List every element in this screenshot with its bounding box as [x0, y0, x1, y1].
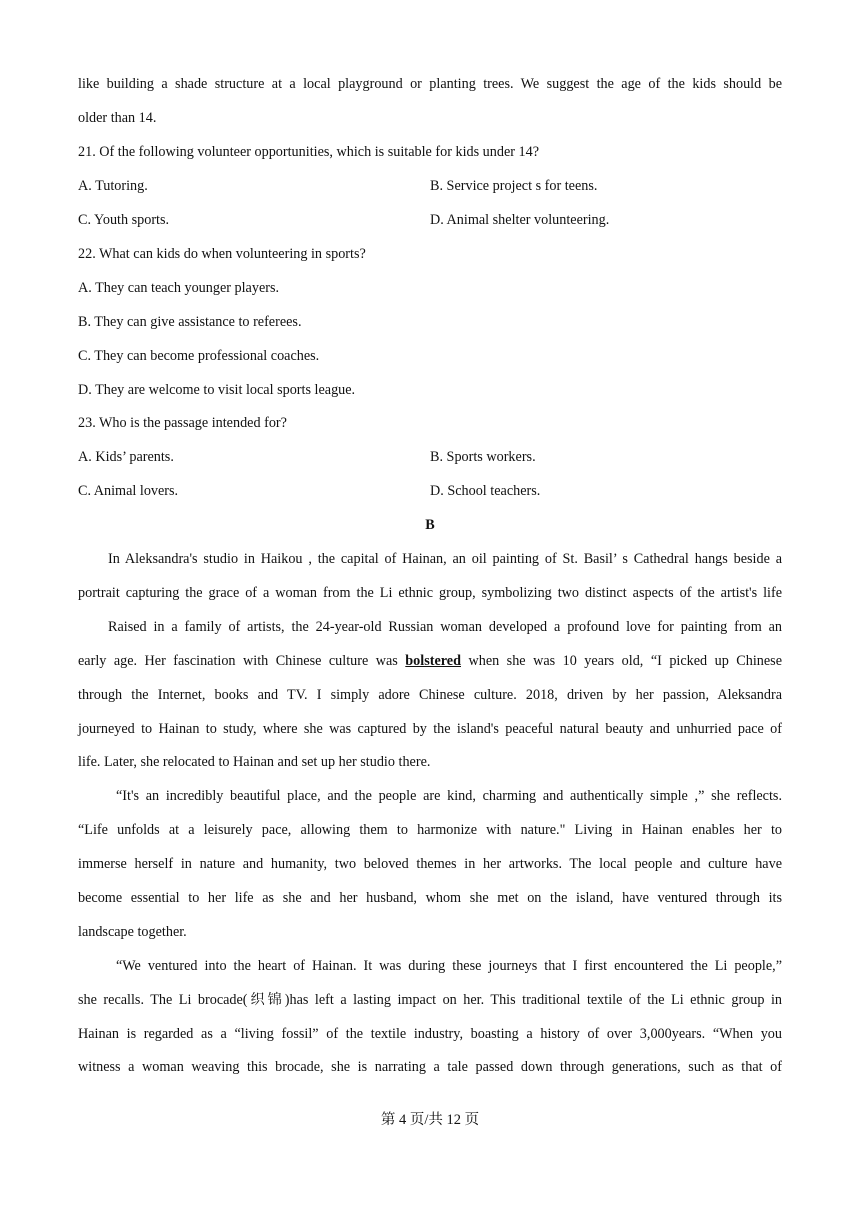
- question-21-stem: 21. Of the following volunteer opportunities, which is suitable for kids under 14?: [78, 144, 540, 160]
- question-22-stem: 22. What can kids do when volunteering in sports?: [78, 246, 366, 262]
- intro-line: older than 14.: [78, 110, 157, 126]
- passage-text: when she was 10 years old, “I picked up Chinese: [461, 653, 782, 669]
- passage-line: “It's an incredibly beautiful place, and the people are kind, charming and authentically simple ,” she reflects.: [116, 788, 782, 804]
- passage-text: early age. Her fascination with Chinese culture was: [78, 653, 406, 669]
- question-22-option-a: A. They can teach younger players.: [78, 280, 280, 296]
- passage-line: life. Later, she relocated to Hainan and set up her studio there.: [78, 754, 431, 770]
- keyword-bolstered: bolstered: [405, 653, 461, 669]
- page-number-footer: 第 4 页/共 12 页: [380, 1112, 480, 1128]
- passage-line: immerse herself in nature and humanity, two beloved themes in her artworks. The local people and culture have: [78, 856, 782, 872]
- question-23-option-c: C. Animal lovers.: [78, 483, 179, 499]
- question-23-option-a: A. Kids’ parents.: [78, 449, 174, 465]
- question-21-option-a: A. Tutoring.: [78, 178, 148, 194]
- question-23-stem: 23. Who is the passage intended for?: [78, 415, 287, 431]
- question-21-option-b: B. Service project s for teens.: [430, 178, 598, 194]
- passage-line: through the Internet, books and TV. I simply adore Chinese culture. 2018, driven by her passion, Aleksandra: [78, 687, 782, 703]
- passage-line: Raised in a family of artists, the 24-year-old Russian woman developed a profound love for painting from an: [108, 619, 782, 635]
- question-23-option-d: D. School teachers.: [430, 483, 541, 499]
- question-23-option-b: B. Sports workers.: [430, 449, 536, 465]
- question-21-option-d: D. Animal shelter volunteering.: [430, 212, 610, 228]
- passage-line: portrait capturing the grace of a woman from the Li ethnic group, symbolizing two distinct aspects of the artist's life: [78, 585, 782, 601]
- question-22-option-c: C. They can become professional coaches.: [78, 348, 320, 364]
- passage-line: In Aleksandra's studio in Haikou , the capital of Hainan, an oil painting of St. Basil’ s Cathedral hangs beside a: [108, 551, 782, 567]
- passage-line: witness a woman weaving this brocade, she is narrating a tale passed down through generations, such as that of: [78, 1059, 782, 1075]
- question-21-option-c: C. Youth sports.: [78, 212, 170, 228]
- passage-line: “Life unfolds at a leisurely pace, allowing them to harmonize with nature." Living in Hainan enables her to: [78, 822, 782, 838]
- intro-line: like building a shade structure at a local playground or planting trees. We suggest the age of the kids should be: [78, 76, 782, 92]
- passage-line: Hainan is regarded as a “living fossil” of the textile industry, boasting a history of over 3,000years. “When you: [78, 1026, 782, 1042]
- passage-line: become essential to her life as she and her husband, whom she met on the island, have ventured through its: [78, 890, 782, 906]
- passage-line: [78, 651, 782, 671]
- section-b-heading: B: [425, 517, 435, 533]
- passage-line: “We ventured into the heart of Hainan. It was during these journeys that I first encountered the Li people,”: [116, 958, 782, 974]
- passage-line: she recalls. The Li brocade(织锦)has left a lasting impact on her. This traditional textile of the Li ethnic group in: [78, 992, 782, 1008]
- question-22-option-b: B. They can give assistance to referees.: [78, 314, 302, 330]
- passage-line: journeyed to Hainan to study, where she was captured by the island's peaceful natural beauty and unhurried pace of: [78, 721, 782, 737]
- passage-line: landscape together.: [78, 924, 187, 940]
- question-22-option-d: D. They are welcome to visit local sports league.: [78, 382, 356, 398]
